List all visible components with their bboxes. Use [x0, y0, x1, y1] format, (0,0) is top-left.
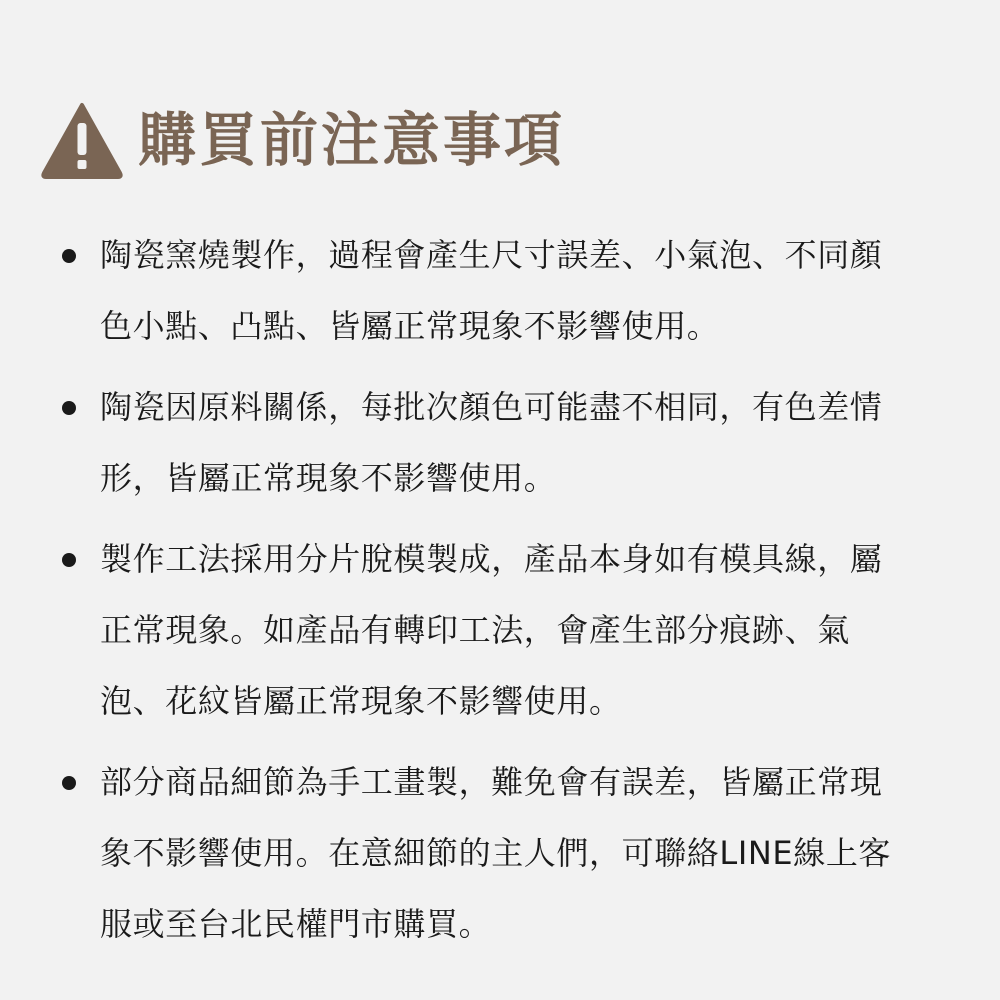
- page-title: 購買前注意事項: [138, 106, 566, 174]
- bullet-dot-icon: [62, 249, 76, 263]
- notice-line: 象不影響使用。在意細節的主人們，可聯絡LINE線上客: [100, 834, 892, 872]
- notice-item: [62, 524, 972, 737]
- notice-text: [100, 747, 972, 960]
- notice-line: 泡、花紋皆屬正常現象不影響使用。: [100, 682, 622, 720]
- notice-text: [100, 220, 972, 362]
- notice-line: 部分商品細節為手工畫製，難免會有誤差，皆屬正常現: [100, 763, 883, 801]
- notice-heading: [40, 100, 565, 180]
- bullet-dot-icon: [62, 401, 76, 415]
- bullet-dot-icon: [62, 553, 76, 567]
- notice-line: 正常現象。如產品有轉印工法，會產生部分痕跡、氣: [100, 611, 850, 649]
- notice-line: 陶瓷窯燒製作，過程會產生尺寸誤差、小氣泡、不同顏: [100, 236, 883, 274]
- notice-text: [100, 372, 972, 514]
- notice-line: 色小點、凸點、皆屬正常現象不影響使用。: [100, 307, 720, 345]
- bullet-dot-icon: [62, 776, 76, 790]
- notice-list: [62, 220, 972, 970]
- notice-line: 陶瓷因原料關係，每批次顏色可能盡不相同，有色差情: [100, 388, 883, 426]
- notice-line: 形，皆屬正常現象不影響使用。: [100, 459, 557, 497]
- notice-text: [100, 524, 972, 737]
- notice-item: [62, 747, 972, 960]
- notice-item: [62, 372, 972, 514]
- warning-triangle-icon: [40, 101, 124, 179]
- notice-line: 服或至台北民權門市購買。: [100, 905, 492, 943]
- notice-item: [62, 220, 972, 362]
- notice-line: 製作工法採用分片脫模製成，產品本身如有模具線，屬: [100, 540, 883, 578]
